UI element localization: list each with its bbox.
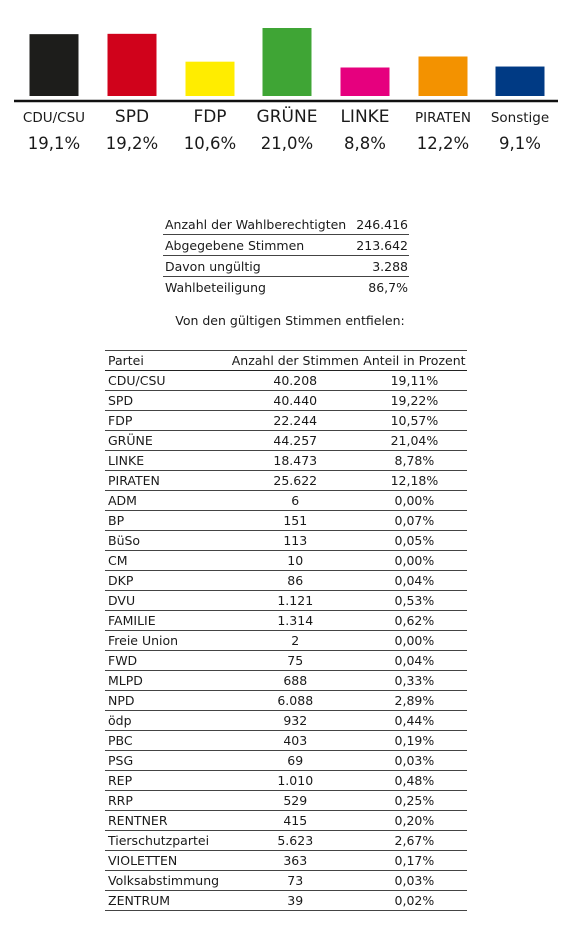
- vote-share-cell: 0,00%: [359, 631, 467, 651]
- party-name-cell: BüSo: [105, 531, 229, 551]
- value-label: 9,1%: [499, 134, 541, 153]
- vote-share-cell: 0,04%: [359, 571, 467, 591]
- vote-count-cell: 932: [229, 711, 359, 731]
- party-name-cell: ödp: [105, 711, 229, 731]
- party-name-cell: PSG: [105, 751, 229, 771]
- bar-spd: [108, 34, 157, 96]
- party-name-cell: RENTNER: [105, 811, 229, 831]
- table-row: [105, 691, 467, 711]
- party-name-cell: DKP: [105, 571, 229, 591]
- vote-count-cell: 1.010: [229, 771, 359, 791]
- vote-share-cell: 0,05%: [359, 531, 467, 551]
- table-row: [105, 791, 467, 811]
- vote-count-cell: 40.440: [229, 391, 359, 411]
- summary-table: [163, 214, 409, 297]
- party-name-cell: FDP: [105, 411, 229, 431]
- summary-value: 3.288: [352, 256, 409, 277]
- vote-count-cell: 10: [229, 551, 359, 571]
- table-row: [105, 831, 467, 851]
- value-label: 12,2%: [416, 134, 470, 153]
- value-label: 19,2%: [105, 134, 159, 153]
- table-row: [105, 551, 467, 571]
- table-row: [105, 451, 467, 471]
- vote-share-cell: 0,07%: [359, 511, 467, 531]
- party-name-cell: NPD: [105, 691, 229, 711]
- bar-piraten: [419, 56, 468, 96]
- vote-count-cell: 403: [229, 731, 359, 751]
- vote-count-cell: 18.473: [229, 451, 359, 471]
- vote-share-cell: 0,25%: [359, 791, 467, 811]
- table-row: [105, 871, 467, 891]
- vote-count-cell: 2: [229, 631, 359, 651]
- summary-row: [163, 256, 409, 277]
- category-label: Sonstige: [490, 110, 550, 126]
- category-label: PIRATEN: [414, 110, 472, 126]
- category-label: LINKE: [340, 107, 390, 127]
- table-row: [105, 751, 467, 771]
- vote-share-cell: 21,04%: [359, 431, 467, 451]
- summary-body: [163, 214, 409, 297]
- table-row: [105, 891, 467, 911]
- party-name-cell: Freie Union: [105, 631, 229, 651]
- vote-count-cell: 25.622: [229, 471, 359, 491]
- table-row: [105, 531, 467, 551]
- vote-share-cell: 2,89%: [359, 691, 467, 711]
- table-row: [105, 611, 467, 631]
- vote-share-cell: 0,53%: [359, 591, 467, 611]
- party-name-cell: CM: [105, 551, 229, 571]
- summary-label: Abgegebene Stimmen: [163, 235, 352, 256]
- vote-count-cell: 415: [229, 811, 359, 831]
- vote-share-cell: 19,11%: [359, 371, 467, 391]
- party-name-cell: GRÜNE: [105, 431, 229, 451]
- vote-count-cell: 69: [229, 751, 359, 771]
- table-row: [105, 651, 467, 671]
- bar-group: [30, 28, 545, 96]
- table-row: [105, 731, 467, 751]
- vote-share-cell: 0,33%: [359, 671, 467, 691]
- bar-cdu-csu: [30, 34, 79, 96]
- table-row: [105, 431, 467, 451]
- party-name-cell: BP: [105, 511, 229, 531]
- party-name-cell: LINKE: [105, 451, 229, 471]
- vote-count-cell: 529: [229, 791, 359, 811]
- category-label: SPD: [114, 107, 150, 127]
- party-bar-chart: [0, 0, 580, 165]
- bar-fdp: [186, 62, 235, 96]
- party-name-cell: ZENTRUM: [105, 891, 229, 911]
- party-name-cell: SPD: [105, 391, 229, 411]
- results-header-row: [105, 351, 467, 371]
- table-row: [105, 511, 467, 531]
- vote-count-cell: 1.314: [229, 611, 359, 631]
- summary-label: Davon ungültig: [163, 256, 352, 277]
- category-label: FDP: [193, 107, 227, 127]
- table-row: [105, 851, 467, 871]
- party-name-cell: FWD: [105, 651, 229, 671]
- table-row: [105, 591, 467, 611]
- results-body: [105, 371, 467, 911]
- table-row: [105, 811, 467, 831]
- column-header-percent: Anteil in Prozent: [359, 351, 467, 371]
- table-row: [105, 771, 467, 791]
- party-name-cell: ADM: [105, 491, 229, 511]
- vote-share-cell: 12,18%: [359, 471, 467, 491]
- summary-label: Wahlbeteiligung: [165, 279, 266, 295]
- summary-row: [163, 277, 409, 298]
- summary-row: [163, 214, 409, 235]
- value-label: 8,8%: [344, 134, 386, 153]
- value-label: 10,6%: [183, 134, 237, 153]
- vote-share-cell: 0,04%: [359, 651, 467, 671]
- table-row: [105, 571, 467, 591]
- bar-grüne: [263, 28, 312, 96]
- table-row: [105, 471, 467, 491]
- party-name-cell: VIOLETTEN: [105, 851, 229, 871]
- summary-row: [163, 235, 409, 256]
- table-row: [105, 411, 467, 431]
- vote-share-cell: 0,02%: [359, 891, 467, 911]
- category-label-group: [23, 105, 549, 127]
- party-name-cell: Volksabstimmung: [105, 871, 229, 891]
- table-row: [105, 631, 467, 651]
- vote-share-cell: 0,00%: [359, 551, 467, 571]
- vote-count-cell: 113: [229, 531, 359, 551]
- party-name-cell: FAMILIE: [105, 611, 229, 631]
- vote-count-cell: 363: [229, 851, 359, 871]
- party-name-cell: REP: [105, 771, 229, 791]
- vote-share-cell: 0,19%: [359, 731, 467, 751]
- bar-sonstige: [496, 67, 545, 96]
- vote-share-cell: 0,17%: [359, 851, 467, 871]
- vote-share-cell: 8,78%: [359, 451, 467, 471]
- party-name-cell: MLPD: [105, 671, 229, 691]
- party-name-cell: PIRATEN: [105, 471, 229, 491]
- vote-share-cell: 0,20%: [359, 811, 467, 831]
- vote-share-cell: 0,48%: [359, 771, 467, 791]
- summary-label: Anzahl der Wahlberechtigten: [163, 214, 352, 235]
- vote-count-cell: 688: [229, 671, 359, 691]
- vote-count-cell: 22.244: [229, 411, 359, 431]
- vote-count-cell: 6.088: [229, 691, 359, 711]
- value-label: 19,1%: [27, 134, 81, 153]
- summary-value: 246.416: [352, 214, 409, 235]
- party-name-cell: Tierschutzpartei: [105, 831, 229, 851]
- value-label: 21,0%: [260, 134, 314, 153]
- party-name-cell: RRP: [105, 791, 229, 811]
- value-label-group: [28, 134, 541, 153]
- vote-count-cell: 86: [229, 571, 359, 591]
- party-name-cell: PBC: [105, 731, 229, 751]
- table-row: [105, 391, 467, 411]
- vote-count-cell: 151: [229, 511, 359, 531]
- vote-share-cell: 0,62%: [359, 611, 467, 631]
- vote-share-cell: 0,44%: [359, 711, 467, 731]
- vote-count-cell: 75: [229, 651, 359, 671]
- column-header-party: Partei: [105, 351, 229, 371]
- vote-share-cell: 0,03%: [359, 751, 467, 771]
- vote-count-cell: 6: [229, 491, 359, 511]
- table-row: [105, 671, 467, 691]
- results-table: [105, 350, 467, 911]
- party-name-cell: CDU/CSU: [105, 371, 229, 391]
- vote-count-cell: 73: [229, 871, 359, 891]
- vote-count-cell: 39: [229, 891, 359, 911]
- category-label: GRÜNE: [256, 107, 318, 127]
- vote-count-cell: 40.208: [229, 371, 359, 391]
- vote-count-cell: 5.623: [229, 831, 359, 851]
- table-row: [105, 491, 467, 511]
- bar-linke: [341, 68, 390, 96]
- vote-share-cell: 2,67%: [359, 831, 467, 851]
- vote-share-cell: 0,03%: [359, 871, 467, 891]
- vote-count-cell: 1.121: [229, 591, 359, 611]
- vote-count-cell: 44.257: [229, 431, 359, 451]
- category-label: CDU/CSU: [22, 110, 86, 126]
- results-heading: Von den gültigen Stimmen entfielen:: [175, 313, 405, 328]
- party-name-cell: DVU: [105, 591, 229, 611]
- vote-share-cell: 10,57%: [359, 411, 467, 431]
- table-row: [105, 371, 467, 391]
- vote-share-cell: 0,00%: [359, 491, 467, 511]
- table-row: [105, 711, 467, 731]
- summary-value: 86,7%: [368, 279, 408, 295]
- summary-value: 213.642: [352, 235, 409, 256]
- vote-share-cell: 19,22%: [359, 391, 467, 411]
- column-header-votes: Anzahl der Stimmen: [229, 351, 359, 371]
